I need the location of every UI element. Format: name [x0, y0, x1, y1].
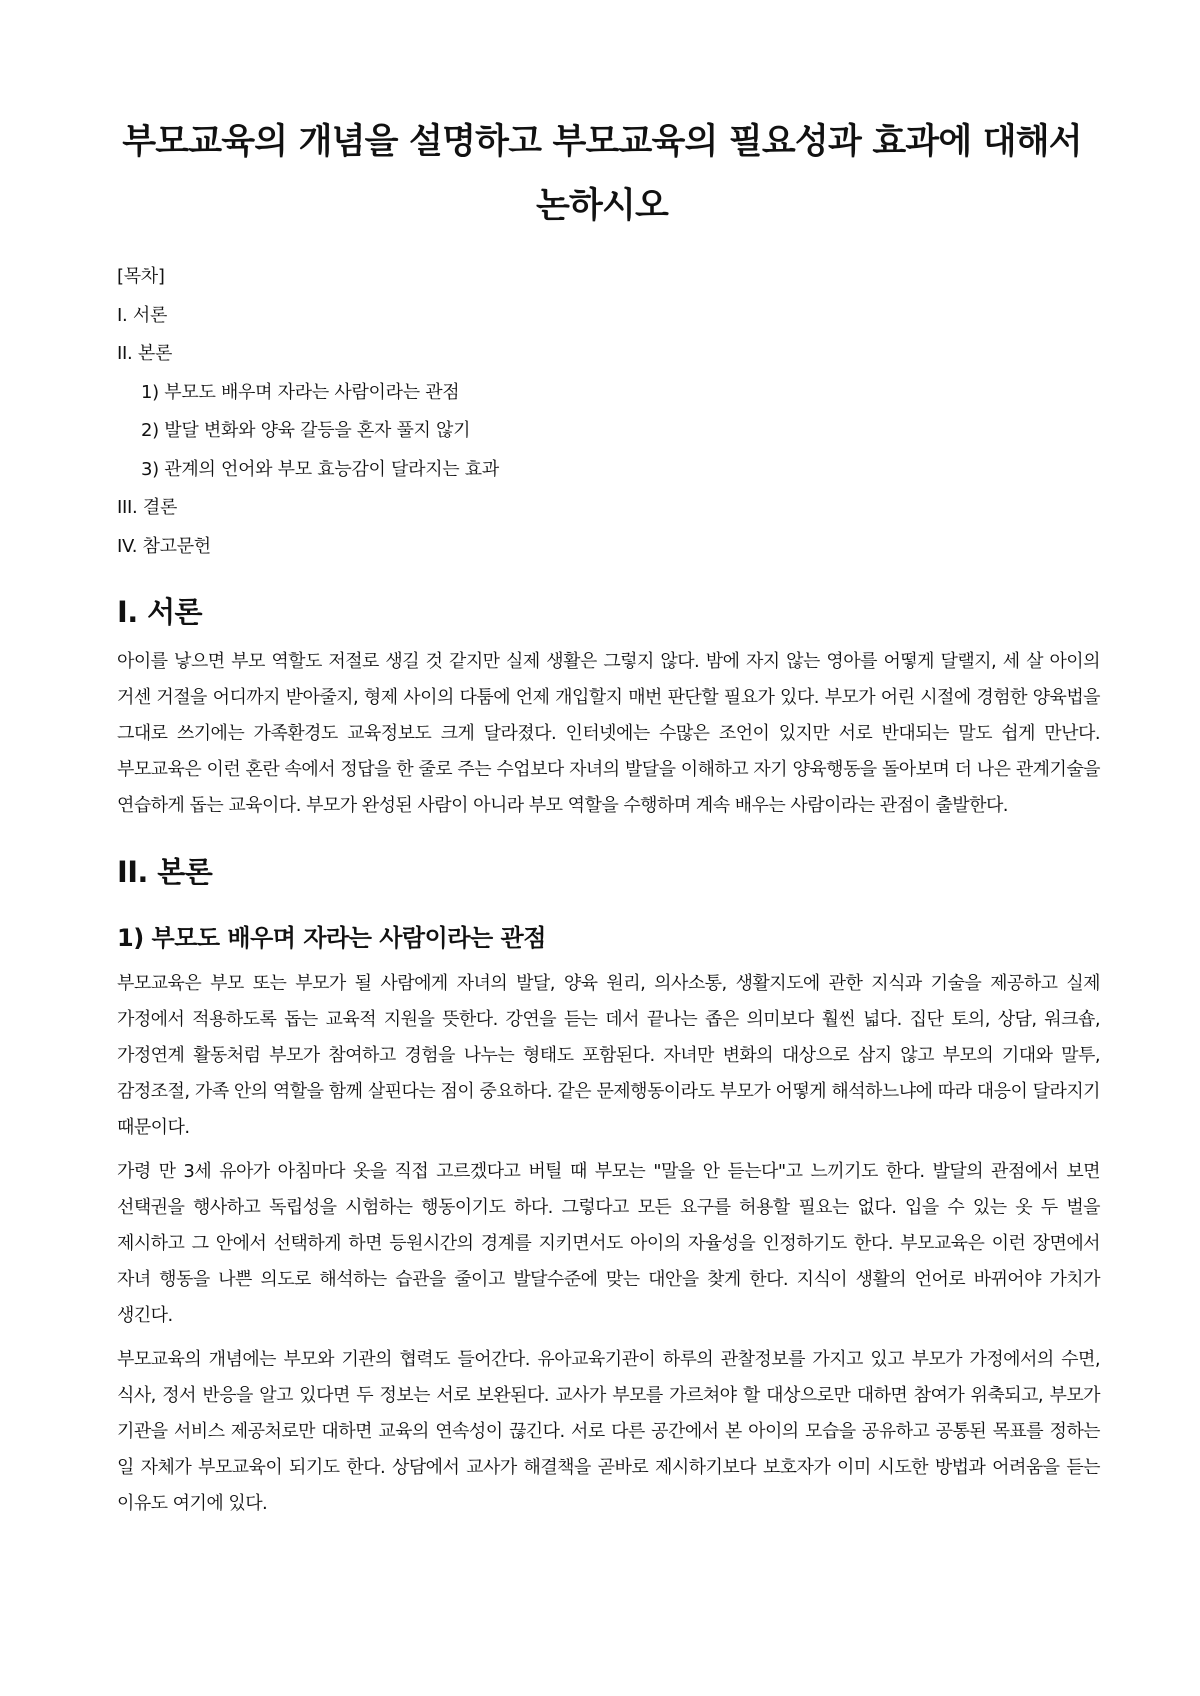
toc-item: 2) 발달 변화와 양육 갈등을 혼자 풀지 않기: [141, 420, 471, 441]
section-heading-body: II. 본론: [117, 855, 213, 889]
toc-item: 3) 관계의 언어와 부모 효능감이 달라지는 효과: [141, 458, 499, 480]
toc-item: I. 서론: [117, 304, 168, 326]
toc-item: [목차]: [117, 266, 165, 287]
toc-item: 1) 부모도 배우며 자라는 사람이라는 관점: [141, 381, 460, 403]
table-of-contents: [117, 258, 1100, 566]
introduction-paragraph: 아이를 낳으면 부모 역할도 저절로 생길 것 같지만 실제 생활은 그렇지 않다. 밤에 자지 않는 영아를 어떻게 달랠지, 세 살 아이의 거센 거절을 어디까지 받아줄지, 형제 사이의 다툼에 언제 개입할지 매번 판단할 필요가 있다. 부모가 어린 시절에 경험한 양육법을 그대로 쓰기에는 가족환경도 교육정보도 크게 달라졌다. 인터넷에는 수많은 조언이 있지만 서로 반대되는 말도 쉽게 만난다. 부모교육은 이런 혼란 속에서 정답을 한 줄로 주는 수업보다 자녀의 발달을 이해하고 자기 양육행동을 돌아보며 더 나은 관계기술을 연습하게 돕는 교육이다. 부모가 완성된 사람이 아니라 부모 역할을 수행하며 계속 배우는 사람이라는 관점이 출발한다.: [117, 651, 1100, 816]
body-paragraph: 가령 만 3세 유아가 아침마다 옷을 직접 고르겠다고 버틸 때 부모는 "말을 안 듣는다"고 느끼기도 한다. 발달의 관점에서 보면 선택권을 행사하고 독립성을 시험하는 행동이기도 하다. 그렇다고 모든 요구를 허용할 필요는 없다. 입을 수 있는 옷 두 벌을 제시하고 그 안에서 선택하게 하면 등원시간의 경계를 지키면서도 아이의 자율성을 인정하기도 한다. 부모교육은 이런 장면에서 자녀 행동을 나쁜 의도로 해석하는 습관을 줄이고 발달수준에 맞는 대안을 찾게 한다. 지식이 생활의 언어로 바뀌어야 가치가 생긴다.: [117, 1161, 1100, 1326]
subsection-heading-1: 1) 부모도 배우며 자라는 사람이라는 관점: [117, 924, 546, 952]
toc-item: IV. 참고문헌: [117, 535, 211, 557]
section-heading-introduction: I. 서론: [117, 595, 202, 629]
body-paragraph: 부모교육의 개념에는 부모와 기관의 협력도 들어간다. 유아교육기관이 하루의 관찰정보를 가지고 있고 부모가 가정에서의 수면, 식사, 정서 반응을 알고 있다면 두 정보는 서로 보완된다. 교사가 부모를 가르쳐야 할 대상으로만 대하면 참여가 위축되고, 부모가 기관을 서비스 제공처로만 대하면 교육의 연속성이 끊긴다. 서로 다른 공간에서 본 아이의 모습을 공유하고 공통된 목표를 정하는 일 자체가 부모교육이 되기도 한다. 상담에서 교사가 해결책을 곧바로 제시하기보다 보호자가 이미 시도한 방법과 어려움을 듣는 이유도 여기에 있다.: [117, 1349, 1100, 1514]
document-title: 부모교육의 개념을 설명하고 부모교육의 필요성과 효과에 대해서 논하시오: [122, 122, 1082, 226]
toc-item: II. 본론: [117, 343, 173, 364]
toc-item: III. 결론: [117, 497, 178, 518]
body-paragraph: 부모교육은 부모 또는 부모가 될 사람에게 자녀의 발달, 양육 원리, 의사소통, 생활지도에 관한 지식과 기술을 제공하고 실제 가정에서 적용하도록 돕는 교육적 지원을 뜻한다. 강연을 듣는 데서 끝나는 좁은 의미보다 훨씬 넓다. 집단 토의, 상담, 워크숍, 가정연계 활동처럼 부모가 참여하고 경험을 나누는 형태도 포함된다. 자녀만 변화의 대상으로 삼지 않고 부모의 기대와 말투, 감정조절, 가족 안의 역할을 함께 살핀다는 점이 중요하다. 같은 문제행동이라도 부모가 어떻게 해석하느냐에 따라 대응이 달라지기 때문이다.: [117, 973, 1100, 1138]
